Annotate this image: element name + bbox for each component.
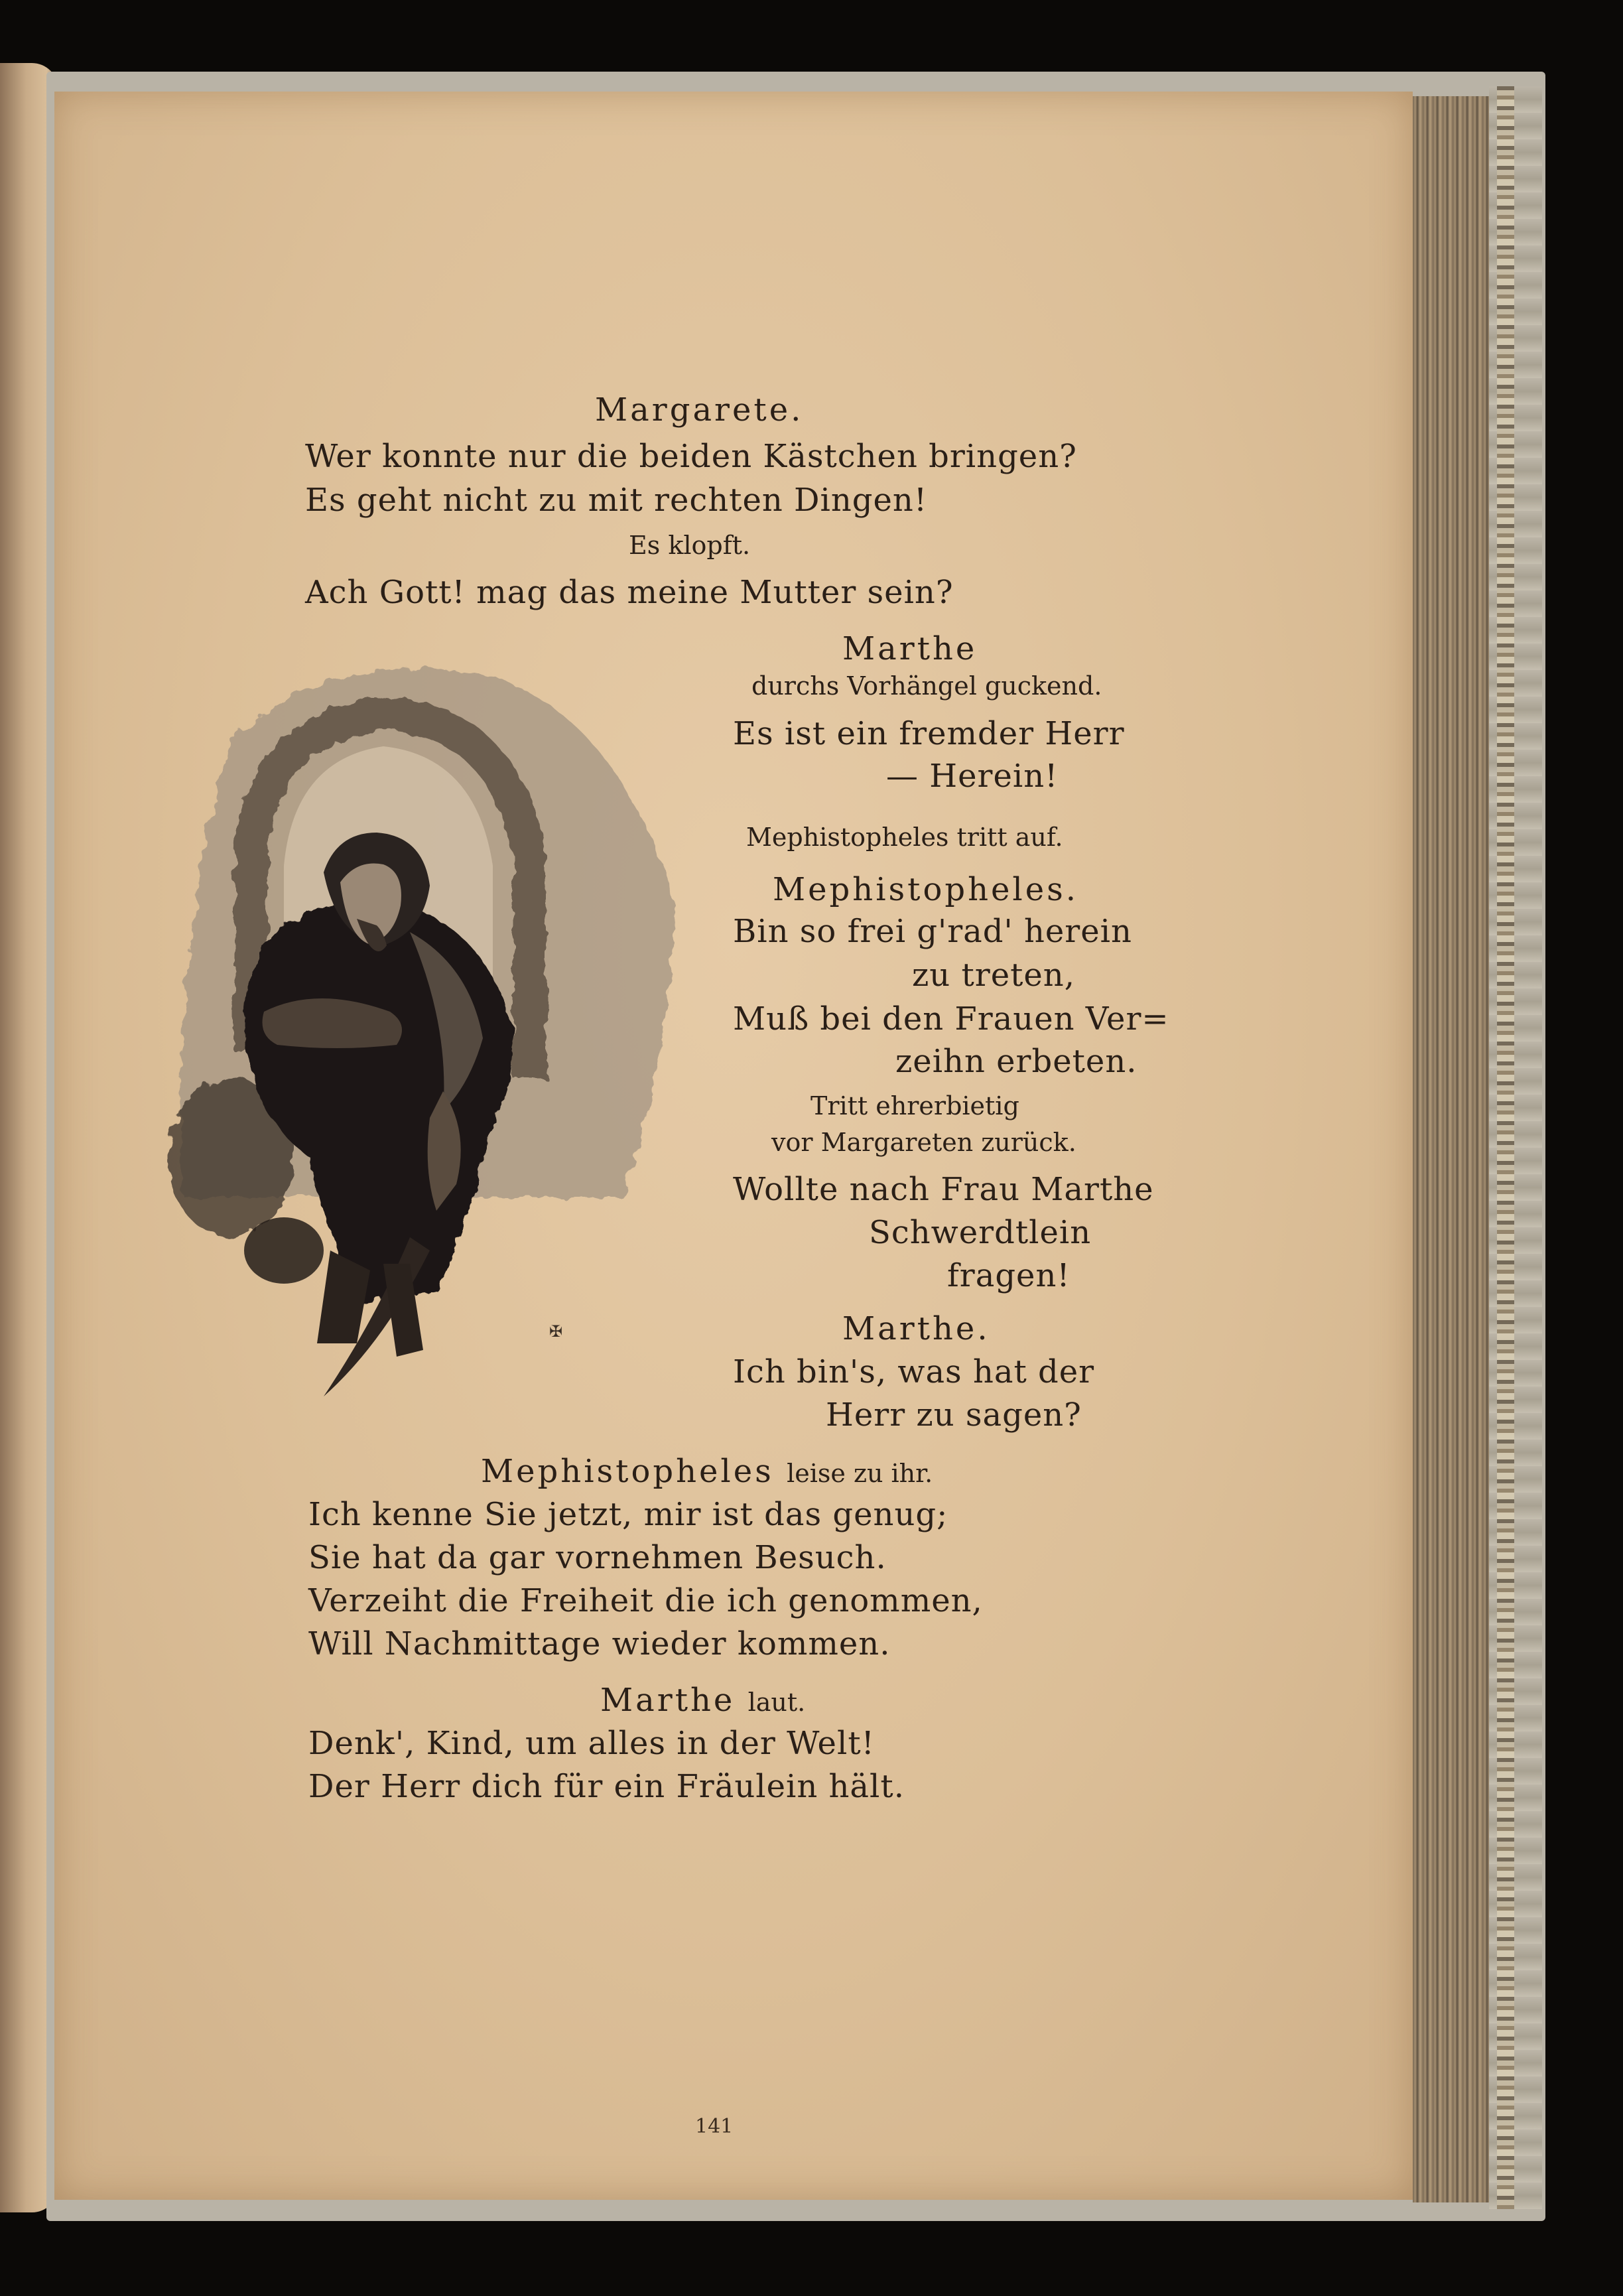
verse-line: Ach Gott! mag das meine Mutter sein? — [305, 574, 954, 611]
speaker-marthe: Marthe — [842, 630, 978, 667]
verse-line: Herr zu sagen? — [826, 1396, 1082, 1434]
verse-line: zu treten, — [912, 957, 1075, 994]
artist-monogram: ✠ — [549, 1322, 563, 1341]
stage-direction: Mephistopheles tritt auf. — [746, 823, 1063, 852]
verse-line: Ich bin's, was hat der — [733, 1353, 1095, 1390]
verse-line: Es ist ein fremder Herr — [733, 715, 1125, 752]
page-number: 141 — [695, 2115, 734, 2138]
verse-line: Will Nachmittage wieder kommen. — [308, 1625, 891, 1662]
stage-direction: laut. — [747, 1688, 806, 1717]
verse-line: Ich kenne Sie jetzt, mir ist das genug; — [308, 1496, 948, 1533]
speaker-name: Mephistopheles — [481, 1453, 774, 1490]
verse-line: Muß bei den Frauen Ver= — [733, 1000, 1169, 1038]
spine-pattern — [1497, 86, 1514, 2209]
verse-line: fragen! — [947, 1257, 1071, 1294]
speaker-marthe — [600, 1682, 805, 1719]
verse-line: zeihn erbeten. — [895, 1043, 1137, 1080]
verse-line: Wollte nach Frau Marthe — [733, 1171, 1154, 1208]
shadow-lower-left — [244, 1217, 324, 1284]
speaker-name: Marthe — [600, 1682, 736, 1719]
verse-line: Bin so frei g'rad' herein — [733, 913, 1132, 950]
verse-line: Verzeiht die Freiheit die ich genommen, — [308, 1582, 983, 1619]
stage-direction: leise zu ihr. — [787, 1459, 933, 1488]
verse-line: Der Herr dich für ein Fräulein hält. — [308, 1768, 905, 1805]
verse-line: — Herein! — [886, 758, 1059, 795]
verse-line: Sie hat da gar vornehmen Besuch. — [308, 1539, 887, 1576]
speaker-mephistopheles: Mephistopheles. — [773, 871, 1079, 908]
speaker-margarete: Margarete. — [595, 391, 804, 429]
stage-direction: Es klopft. — [629, 531, 751, 560]
stage-direction: durchs Vorhängel guckend. — [751, 671, 1102, 701]
speaker-marthe: Marthe. — [842, 1310, 990, 1347]
verse-line: Denk', Kind, um alles in der Welt! — [308, 1725, 875, 1762]
speaker-mephistopheles — [481, 1453, 933, 1490]
verse-line: Schwerdtlein — [869, 1214, 1092, 1251]
verse-line: Wer konnte nur die beiden Kästchen bringen? — [305, 438, 1077, 475]
page-fore-edge — [1413, 96, 1489, 2202]
spine-cloth — [1489, 86, 1542, 2209]
mephistopheles-illustration — [158, 653, 688, 1423]
stage-direction: vor Margareten zurück. — [771, 1128, 1076, 1157]
verse-line: Es geht nicht zu mit rechten Dingen! — [305, 482, 928, 519]
stage-direction: Tritt ehrerbietig — [811, 1091, 1019, 1120]
